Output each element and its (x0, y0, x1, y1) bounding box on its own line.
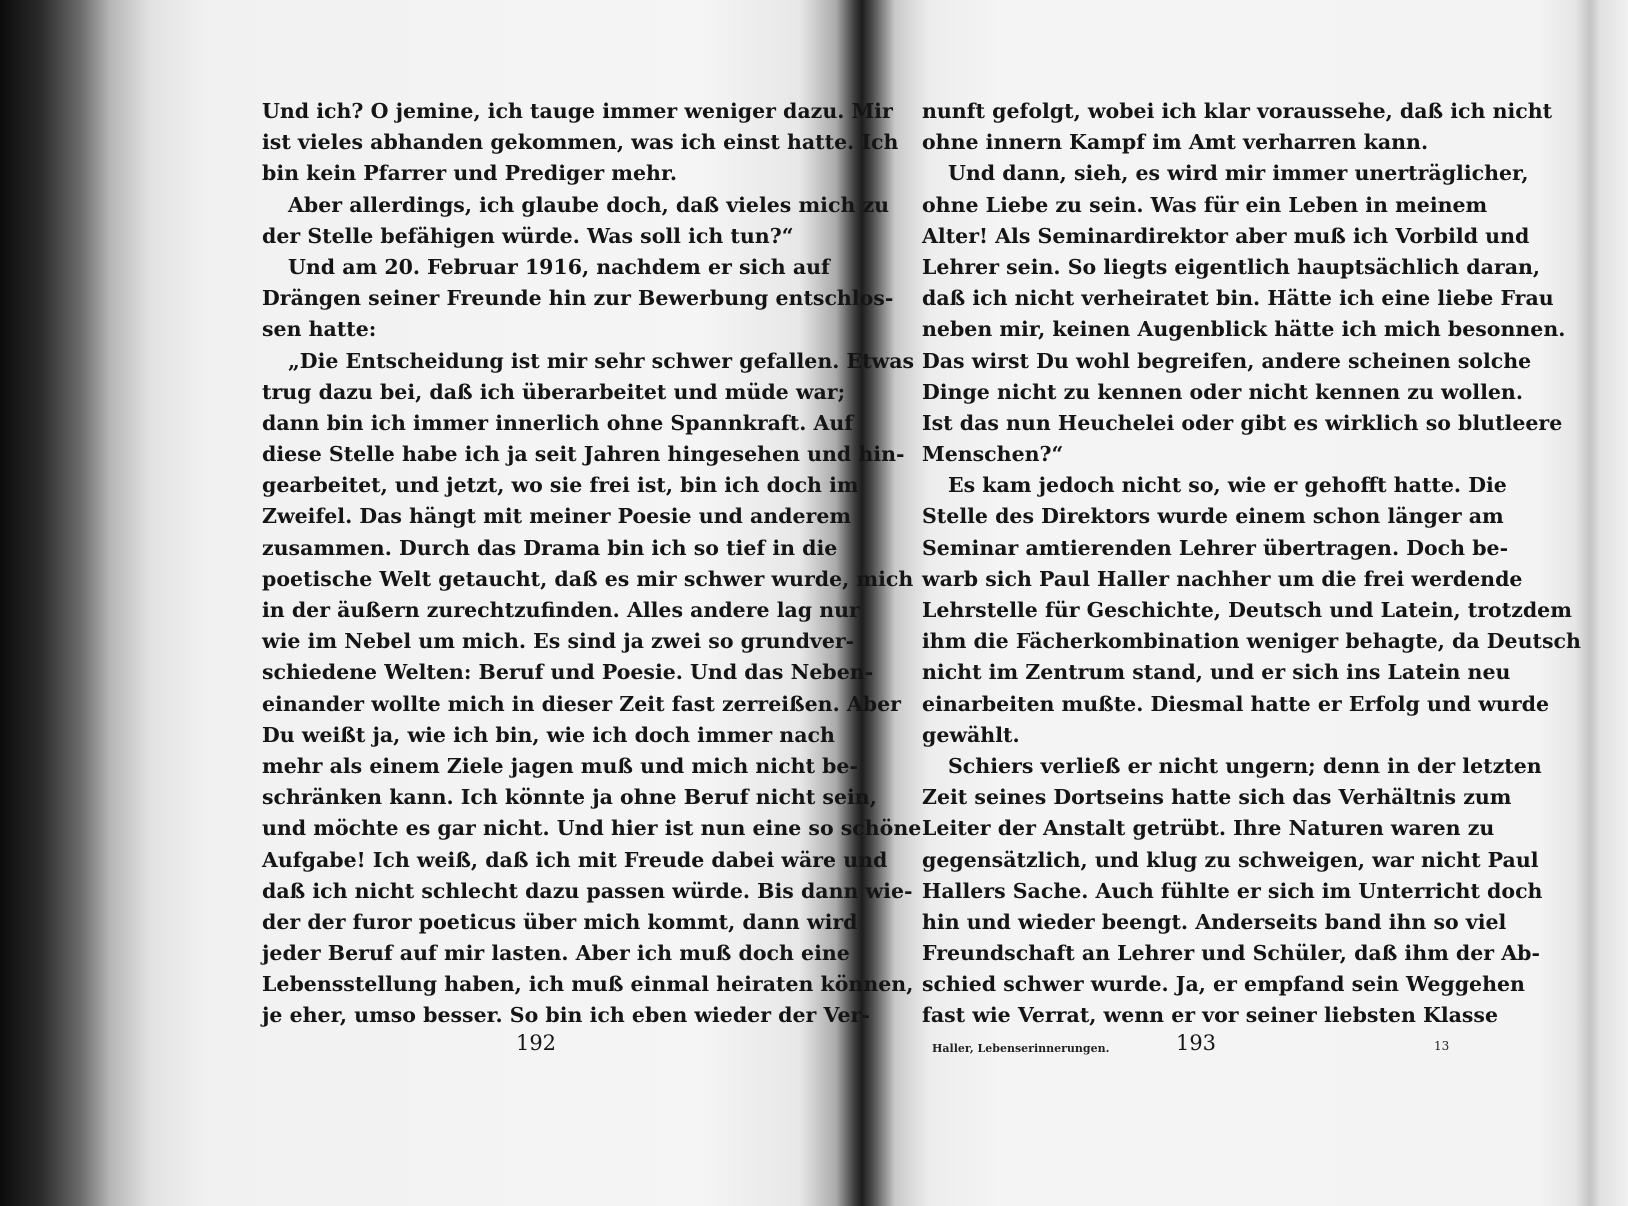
text-line: Lehrstelle für Geschichte, Deutsch und Latein, trotzdem (922, 598, 1572, 622)
text-line: Stelle des Direktors wurde einem schon länger am (922, 504, 1504, 529)
text-line: Lebensstellung haben, ich muß einmal heiraten können, (262, 972, 914, 997)
text-line: ohne Liebe zu sein. Was für ein Leben in meinem (922, 192, 1488, 217)
text-line: daß ich nicht verheiratet bin. Hätte ich eine liebe Frau (922, 286, 1554, 311)
text-line: sen hatte: (262, 317, 377, 342)
text-line: poetische Welt getaucht, daß es mir schwer wurde, mich (262, 566, 914, 591)
text-line: Drängen seiner Freunde hin zur Bewerbung entschlos- (262, 286, 894, 311)
signature-line: Haller, Lebenserinnerungen. (932, 1042, 1110, 1055)
text-line: Aber allerdings, ich glaube doch, daß vieles mich zu (288, 192, 890, 217)
text-line: der Stelle befähigen würde. Was soll ich tun?“ (262, 223, 794, 248)
text-line: neben mir, keinen Augenblick hätte ich mich besonnen. (922, 317, 1566, 342)
text-line: jeder Beruf auf mir lasten. Aber ich muß doch eine (262, 941, 850, 966)
text-line: trug dazu bei, daß ich überarbeitet und müde war; (262, 379, 846, 404)
right-page-number: 193 (1175, 1031, 1217, 1055)
text-line: Und am 20. Februar 1916, nachdem er sich auf (288, 254, 830, 279)
text-line: schied schwer wurde. Ja, er empfand sein Weggehen (922, 972, 1525, 997)
signature-number: 13 (1434, 1039, 1450, 1053)
text-line: fast wie Verrat, wenn er vor seiner liebsten Klasse (922, 1003, 1499, 1028)
text-line: Hallers Sache. Auch fühlte er sich im Unterricht doch (922, 878, 1543, 903)
text-line: schiedene Welten: Beruf und Poesie. Und das Neben- (262, 660, 874, 685)
text-line: daß ich nicht schlecht dazu passen würde. Bis dann wie- (262, 878, 913, 903)
text-line: Dinge nicht zu kennen oder nicht kennen zu wollen. (922, 379, 1523, 404)
left-page-text (262, 96, 922, 1032)
text-line: hin und wieder beengt. Anderseits band ihn so viel (922, 909, 1507, 934)
text-line: mehr als einem Ziele jagen muß und mich nicht be- (262, 753, 858, 778)
text-line: einarbeiten mußte. Diesmal hatte er Erfolg und wurde (922, 691, 1550, 716)
text-line: nunft gefolgt, wobei ich klar voraussehe, daß ich nicht (922, 99, 1553, 123)
right-page-text (922, 96, 1581, 1032)
text-line: Zweifel. Das hängt mit meiner Poesie und anderem (262, 504, 852, 529)
text-line: Lehrer sein. So liegts eigentlich hauptsächlich daran, (922, 254, 1541, 279)
text-line: ihm die Fächerkombination weniger behagte, da Deutsch (922, 629, 1581, 654)
text-line: dann bin ich immer innerlich ohne Spannkraft. Auf (262, 410, 854, 435)
text-line: gearbeitet, und jetzt, wo sie frei ist, bin ich doch im (262, 473, 859, 498)
text-line: Ist das nun Heuchelei oder gibt es wirklich so blutleere (922, 410, 1563, 435)
text-line: schränken kann. Ich könnte ja ohne Beruf nicht sein, (262, 785, 877, 810)
text-line: Und ich? O jemine, ich tauge immer weniger dazu. Mir (262, 99, 893, 123)
text-line: und möchte es gar nicht. Und hier ist nun eine so schöne (262, 816, 922, 841)
text-line: Du weißt ja, wie ich bin, wie ich doch immer nach (262, 722, 835, 747)
text-line: Zeit seines Dortseins hatte sich das Verhältnis zum (922, 785, 1512, 810)
text-line: diese Stelle habe ich ja seit Jahren hingesehen und hin- (262, 442, 905, 467)
text-line: Das wirst Du wohl begreifen, andere scheinen solche (922, 348, 1532, 373)
text-line: gewählt. (922, 722, 1020, 747)
text-line: zusammen. Durch das Drama bin ich so tief in die (262, 535, 838, 560)
text-line: Freundschaft an Lehrer und Schüler, daß ihm der Ab- (922, 941, 1540, 966)
text-line: einander wollte mich in dieser Zeit fast zerreißen. Aber (262, 691, 901, 716)
text-line: der der furor poeticus über mich kommt, dann wird (262, 909, 858, 934)
text-line: wie im Nebel um mich. Es sind ja zwei so grundver- (262, 629, 855, 654)
text-line: Aufgabe! Ich weiß, daß ich mit Freude dabei wäre und (262, 847, 888, 872)
text-line: Es kam jedoch nicht so, wie er gehofft hatte. Die (948, 473, 1507, 498)
text-line: Schiers verließ er nicht ungern; denn in der letzten (948, 753, 1542, 778)
text-line: Seminar amtierenden Lehrer übertragen. Doch be- (922, 535, 1509, 560)
text-line: Menschen?“ (922, 442, 1064, 467)
text-line: je eher, umso besser. So bin ich eben wieder der Ver- (262, 1003, 870, 1028)
text-line: warb sich Paul Haller nachher um die frei werdende (922, 566, 1523, 591)
text-line: Leiter der Anstalt getrübt. Ihre Naturen waren zu (922, 816, 1495, 841)
text-line: gegensätzlich, und klug zu schweigen, war nicht Paul (922, 847, 1539, 872)
text-line: Und dann, sieh, es wird mir immer unerträglicher, (948, 161, 1529, 186)
left-page-number: 192 (515, 1031, 557, 1055)
text-line: ohne innern Kampf im Amt verharren kann. (922, 130, 1429, 155)
text-line: in der äußern zurechtzufinden. Alles andere lag nur (262, 598, 860, 622)
text-line: Alter! Als Seminardirektor aber muß ich Vorbild und (922, 223, 1530, 248)
text-line: „Die Entscheidung ist mir sehr schwer gefallen. Etwas (288, 348, 915, 373)
text-line: nicht im Zentrum stand, und er sich ins Latein neu (922, 660, 1511, 685)
text-line: ist vieles abhanden gekommen, was ich einst hatte. Ich (262, 130, 899, 155)
text-line: bin kein Pfarrer und Prediger mehr. (262, 161, 678, 186)
